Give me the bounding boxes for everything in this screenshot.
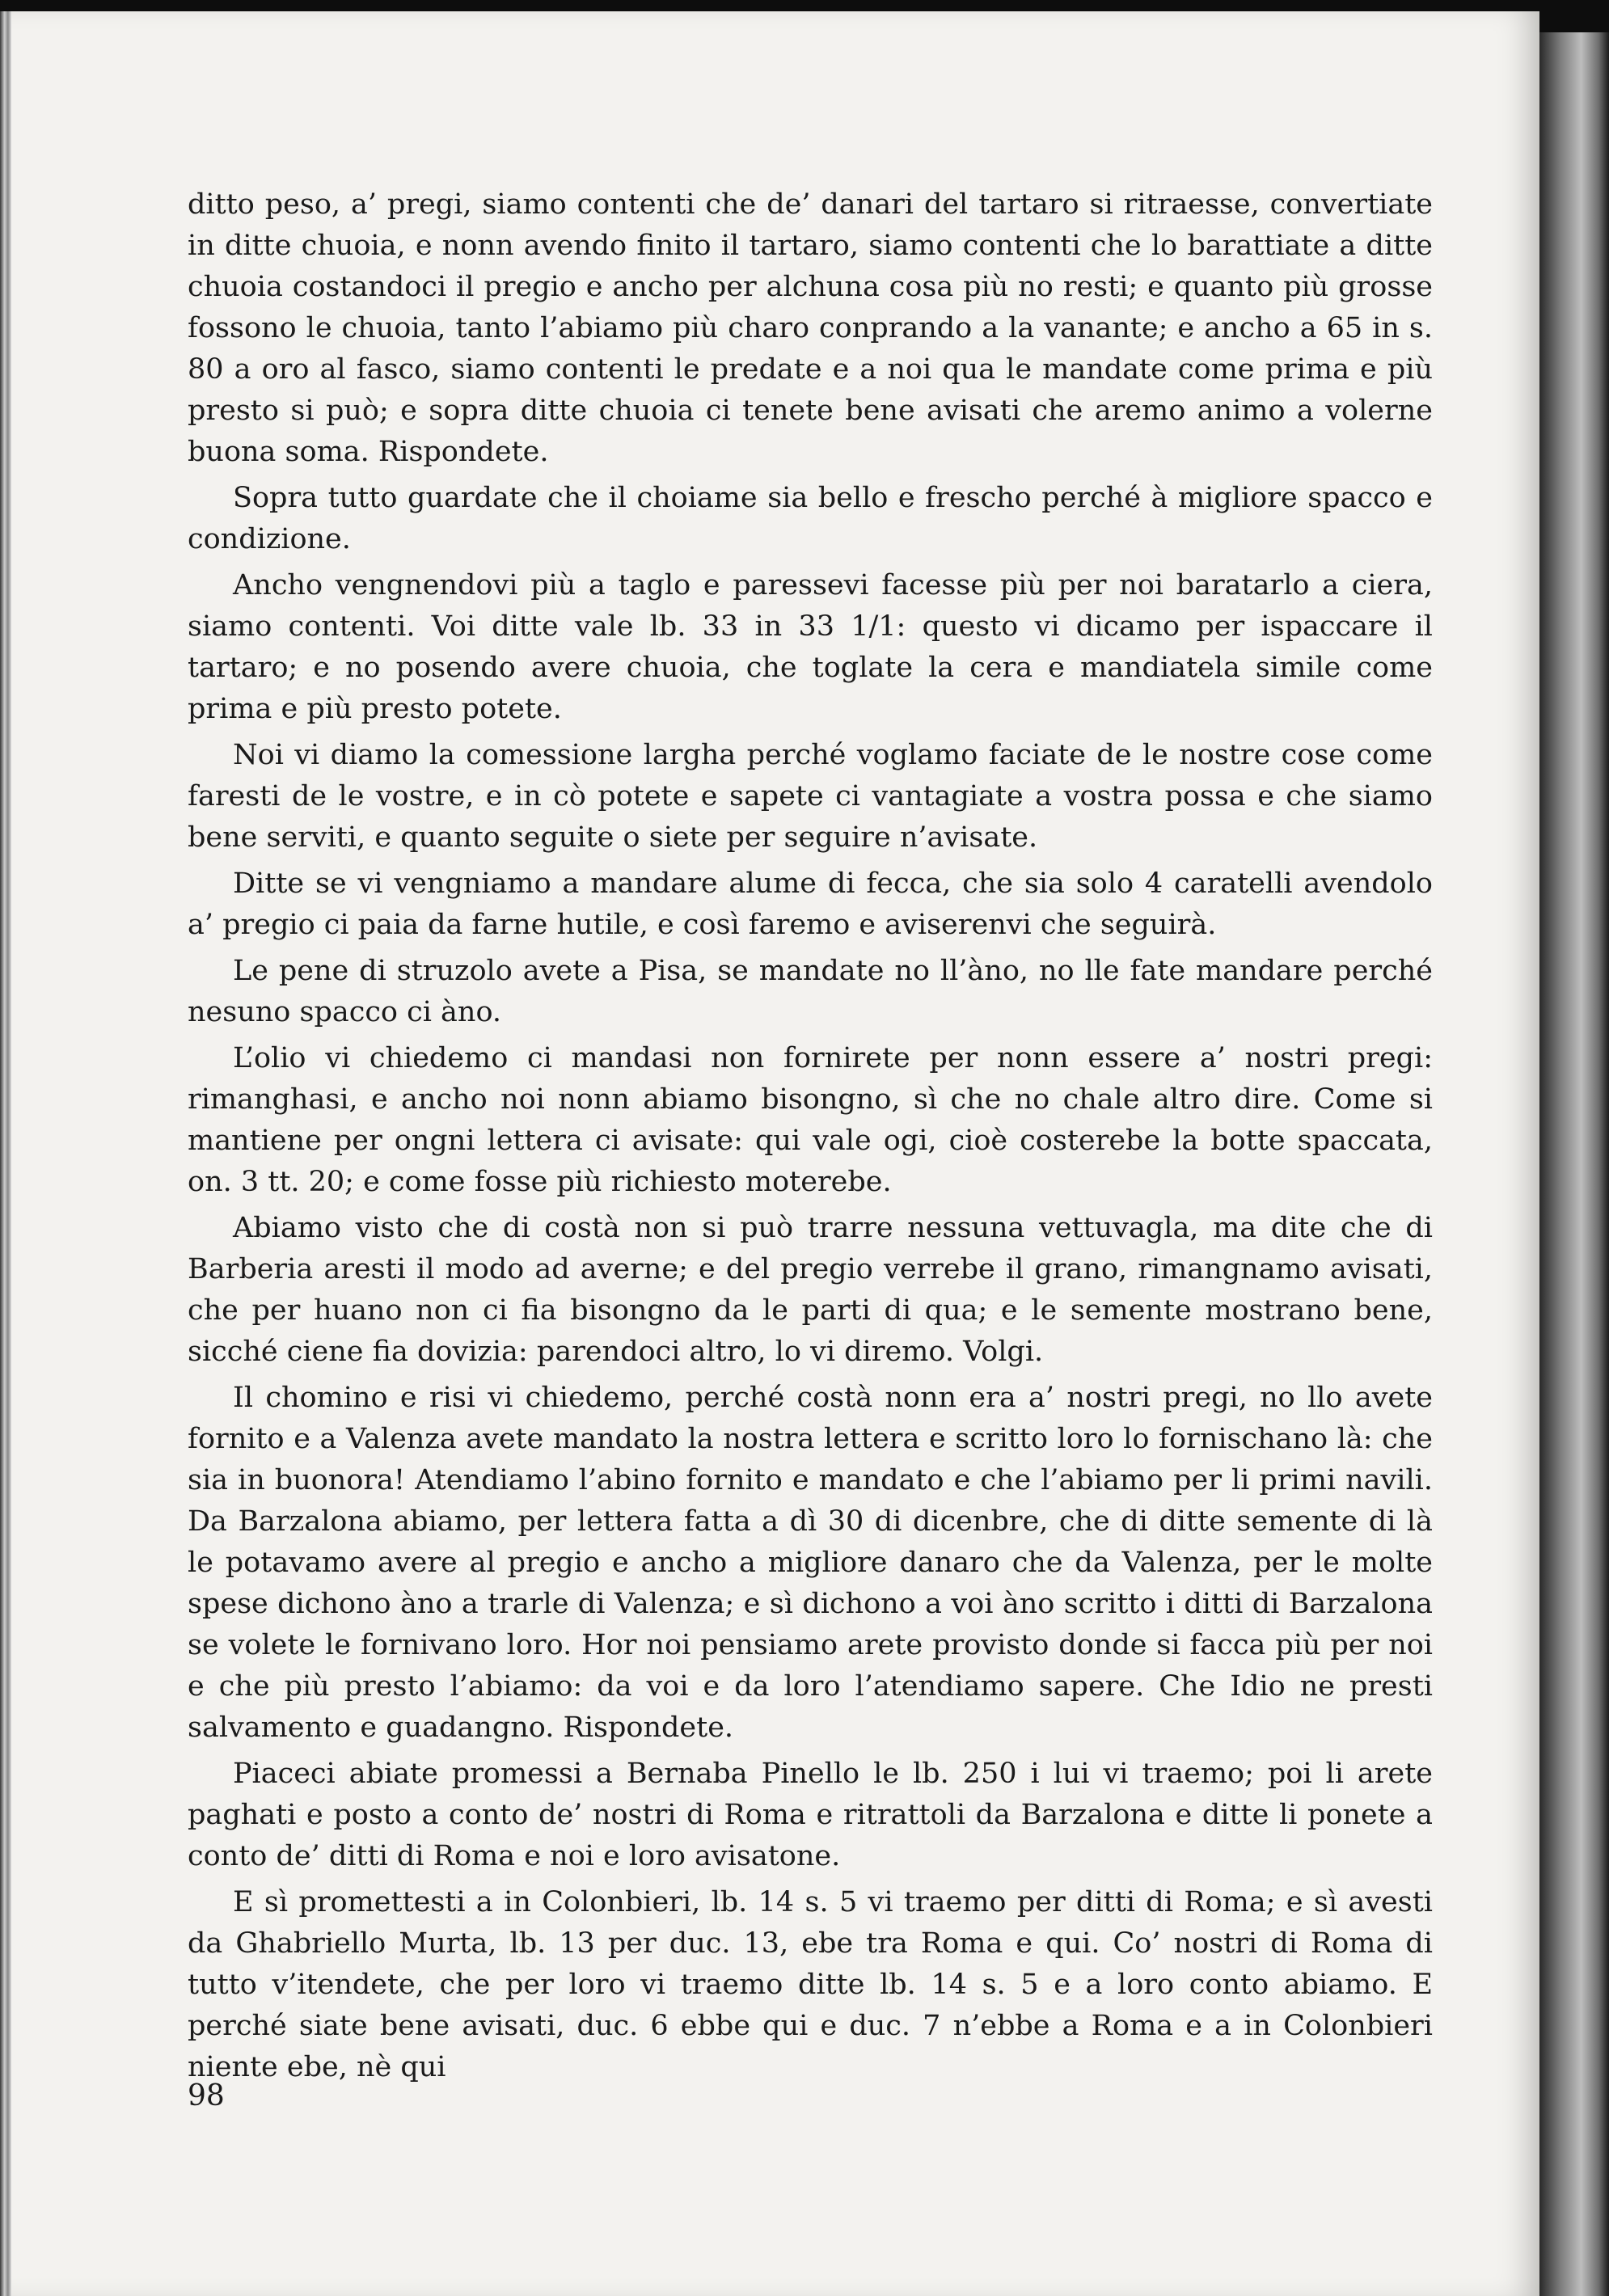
paragraph: Ancho vengnendovi più a taglo e paressevi facesse più per noi baratarlo a ciera, siamo contenti. Voi ditte vale lb. 33 in 33 1/1: questo vi dicamo per ispaccare il tartaro; e no posendo avere chuoia, che toglate la cera e mandiatela simile come prima e più presto potete.	[188, 569, 1433, 725]
body-text	[188, 184, 1433, 2093]
paragraph: Ditte se vi vengniamo a mandare alume di fecca, che sia solo 4 caratelli avendolo a’ pregio ci paia da farne hutile, e così faremo e aviserenvi che seguirà.	[188, 867, 1433, 941]
paragraph: Noi vi diamo la comessione largha perché voglamo faciate de le nostre cose come faresti de le vostre, e in cò potete e sapete ci vantagiate a vostra possa e che siamo bene serviti, e quanto seguite o siete per seguire n’avisate.	[188, 739, 1433, 854]
paragraph: ditto peso, a’ pregi, siamo contenti che de’ danari del tartaro si ritraesse, convertiate in ditte chuoia, e nonn avendo finito il tartaro, siamo contenti che lo barattiate a ditte chuoia costandoci il pregio e ancho per alchuna cosa più no resti; e quanto più grosse fossono le chuoia, tanto l’abiamo più charo conprando a la vanante; e ancho a 65 in s. 80 a oro al fasco, siamo contenti le predate e a noi qua le mandate come prima e più presto si può; e sopra ditte chuoia ci tenete bene avisati che aremo animo a volerne buona soma. Rispondete.	[188, 188, 1433, 468]
paragraph: L’olio vi chiedemo ci mandasi non fornirete per nonn essere a’ nostri pregi: rimanghasi, e ancho noi nonn abiamo bisongno, sì che no chale altro dire. Come si mantiene per ongni lettera ci avisate: qui vale ogi, cioè costerebe la botte spaccata, on. 3 tt. 20; e come fosse più richiesto moterebe.	[188, 1042, 1433, 1198]
book-binding-edge	[0, 11, 11, 2296]
page-number: 98	[188, 2079, 225, 2112]
paragraph: Sopra tutto guardate che il choiame sia bello e frescho perché à migliore spacco e condizione.	[188, 482, 1433, 555]
paragraph: Il chomino e risi vi chiedemo, perché costà nonn era a’ nostri pregi, no llo avete fornito e a Valenza avete mandato la nostra lettera e scritto loro lo fornischano là: che sia in buonora! Atendiamo l’abino fornito e mandato e che l’abiamo per li primi navili. Da Barzalona abiamo, per lettera fatta a dì 30 di dicenbre, che di ditte semente di là le potavamo avere al pregio e ancho a migliore danaro che da Valenza, per le molte spese dichono àno a trarle di Valenza; e sì dichono a voi àno scritto i ditti di Barzalona se volete le fornivano loro. Hor noi pensiamo arete provisto donde si facca più per noi e che più presto l’abiamo: da voi e da loro l’atendiamo sapere. Che Idio ne presti salvamento e guadangno. Rispondete.	[188, 1382, 1433, 1744]
page-stack-edge	[1539, 32, 1609, 2296]
paragraph: Piaceci abiate promessi a Bernaba Pinello le lb. 250 i lui vi traemo; poi li arete paghati e posto a conto de’ nostri di Roma e ritrattoli da Barzalona e ditte li ponete a conto de’ ditti di Roma e noi e loro avisatone.	[188, 1758, 1433, 1872]
paragraph: Le pene di struzolo avete a Pisa, se mandate no ll’àno, no lle fate mandare perché nesuno spacco ci àno.	[188, 955, 1433, 1028]
paragraph: E sì promettesti a in Colonbieri, lb. 14 s. 5 vi traemo per ditti di Roma; e sì avesti da Ghabriello Murta, lb. 13 per duc. 13, ebe tra Roma e qui. Co’ nostri di Roma di tutto v’itendete, che per loro vi traemo ditte lb. 14 s. 5 e a loro conto abiamo. E perché siate bene avisati, duc. 6 ebbe qui e duc. 7 n’ebbe a Roma e a in Colonbieri niente ebe, nè qui	[188, 1886, 1433, 2083]
paragraph: Abiamo visto che di costà non si può trarre nessuna vettuvagla, ma dite che di Barberia aresti il modo ad averne; e del pregio verrebe il grano, rimangnamo avisati, che per huano non ci fia bisongno da le parti di qua; e le semente mostrano bene, sicché ciene fia dovizia: parendoci altro, lo vi diremo. Volgi.	[188, 1212, 1433, 1368]
